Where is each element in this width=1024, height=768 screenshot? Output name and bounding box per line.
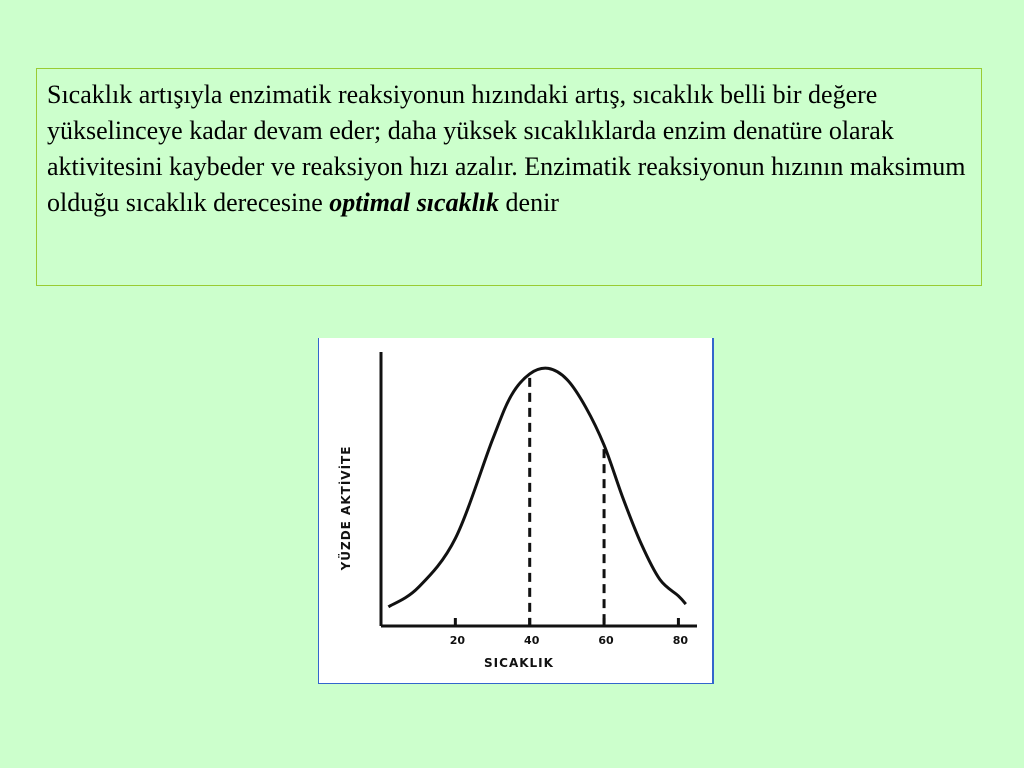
optimal-temperature-term: optimal sıcaklık [329, 188, 500, 217]
x-tick-label-80: 80 [672, 634, 689, 647]
x-tick-label-40: 40 [524, 634, 540, 647]
chart-svg [319, 338, 712, 683]
paragraph-ending: denir [499, 188, 559, 217]
x-tick-label-20: 20 [449, 634, 466, 647]
x-tick-label-60: 60 [598, 634, 614, 647]
y-axis-title: YÜZDE AKTİVİTE [339, 445, 353, 571]
activity-curve [388, 368, 685, 607]
x-axis-title: SICAKLIK [484, 656, 554, 670]
description-text-box [36, 68, 982, 286]
paragraph-text: Sıcaklık artışıyla enzimatik reaksiyonun hızındaki artış, sıcaklık belli bir değere yükselinceye kadar devam eder; daha yüksek sıcaklıklarda enzim denatüre olarak aktivitesini kaybeder ve reaksiyon hızı azalır. Enzimatik reaksiyonun hızının maksimum olduğu sıcaklık derecesine [47, 80, 966, 217]
temperature-activity-chart [318, 338, 714, 684]
